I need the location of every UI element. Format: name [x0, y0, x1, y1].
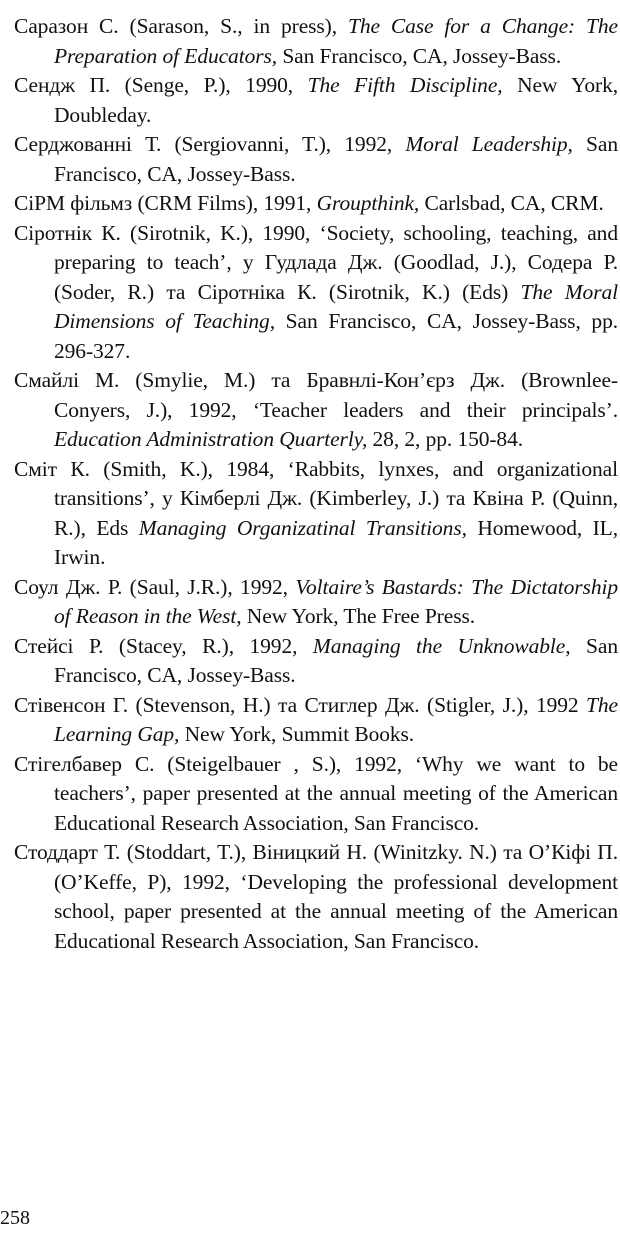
- reference-publisher: San Francisco, CA, Jossey-Bass.: [54, 633, 618, 687]
- reference-entry-stacey: [14, 632, 618, 691]
- reference-author: Смайлі М. (Smylie, M.) та Бравнлі-Кон’єрз Дж. (Brownlee-Conyers, J.), 1992, ‘Teacher leaders and their principals’.: [14, 368, 618, 422]
- reference-author: Сміт К. (Smith, K.), 1984, ‘Rabbits, lynxes, and organizational transitions’, у Кімберлі Дж. (Kimberley, J.) та Квіна Р. (Quinn, R.), Eds: [14, 456, 618, 540]
- reference-author: Стейсі Р. (Stacey, R.), 1992,: [14, 633, 298, 658]
- reference-title: Managing Organizatinal Transitions,: [138, 515, 467, 540]
- reference-author: Стівенсон Г. (Stevenson, H.) та Стиглер Дж. (Stigler, J.), 1992: [14, 692, 579, 717]
- reference-publisher: San Francisco, CA, Jossey-Bass.: [54, 132, 618, 186]
- reference-title: Voltaire’s Bastards: The Dictatorship of Reason in the West,: [54, 574, 618, 628]
- reference-entry-sarason: [14, 12, 618, 71]
- reference-entry-sirotnik: [14, 219, 618, 367]
- reference-title: Managing the Unknowable,: [312, 633, 571, 658]
- reference-entry-stoddart: [14, 838, 618, 956]
- reference-title: Moral Leadership,: [405, 132, 573, 156]
- reference-author: Саразон С. (Sarason, S., in press),: [14, 14, 338, 38]
- reference-entry-smith: [14, 455, 618, 573]
- reference-publisher: Homewood, IL, Irwin.: [54, 515, 618, 569]
- reference-title: The Moral Dimensions of Teaching,: [54, 279, 618, 333]
- reference-author: Серджованні Т. (Sergiovanni, T.), 1992,: [14, 132, 393, 156]
- reference-author: Соул Дж. Р. (Saul, J.R.), 1992,: [14, 574, 288, 599]
- reference-entry-smylie: [14, 366, 618, 455]
- reference-title: The Fifth Discipline,: [307, 73, 503, 97]
- reference-entry-crm-films: [14, 189, 618, 219]
- reference-title: Education Administration Quarterly,: [54, 427, 368, 451]
- page-number: 258: [0, 1207, 30, 1229]
- reference-entry-saul: [14, 573, 618, 632]
- reference-publisher: New York, The Free Press.: [246, 604, 475, 628]
- reference-list: [14, 12, 618, 956]
- reference-entry-sergiovanni: [14, 130, 618, 189]
- reference-entry-steigelbauer: [14, 750, 618, 839]
- reference-publisher: 28, 2, pp. 150-84.: [372, 427, 524, 451]
- reference-publisher: San Francisco, CA, Jossey-Bass.: [282, 43, 562, 68]
- reference-author: СіРМ фільмз (CRM Films), 1991,: [14, 191, 312, 215]
- reference-publisher: Carlsbad, CA, CRM.: [424, 191, 604, 215]
- reference-entry-stevenson: [14, 691, 618, 750]
- reference-text: Стоддарт Т. (Stoddart, T.), Віницкий Н. (Winitzky. N.) та О’Кіфі П. (O’Keffe, P), 1992, ‘Developing the professional development school, paper presented at the annual meeting of the American Educational Research Association, San Francisco.: [14, 840, 618, 953]
- reference-author: Сендж П. (Senge, P.), 1990,: [14, 73, 294, 97]
- reference-text: Стігелбавер С. (Steigelbauer , S.), 1992, ‘Why we want to be teachers’, paper presented at the annual meeting of the American Educational Research Association, San Francisco.: [14, 751, 618, 835]
- reference-title: The Case for a Change: The Preparation of Educators,: [54, 14, 618, 68]
- reference-title: Groupthink,: [316, 191, 420, 215]
- reference-author: Сіротнік К. (Sirotnik, K.), 1990, ‘Society, schooling, teaching, and preparing to teach’, у Гудлада Дж. (Goodlad, J.), Содера Р. (Soder, R.) та Сіротніка К. (Sirotnik, K.) (Eds): [14, 220, 618, 304]
- reference-publisher: San Francisco, CA, Jossey-Bass, pp. 296-327.: [54, 309, 618, 363]
- reference-publisher: New York, Summit Books.: [184, 722, 415, 746]
- reference-title: The Learning Gap,: [54, 692, 618, 746]
- reference-entry-senge: [14, 71, 618, 130]
- reference-publisher: New York, Doubleday.: [54, 73, 619, 127]
